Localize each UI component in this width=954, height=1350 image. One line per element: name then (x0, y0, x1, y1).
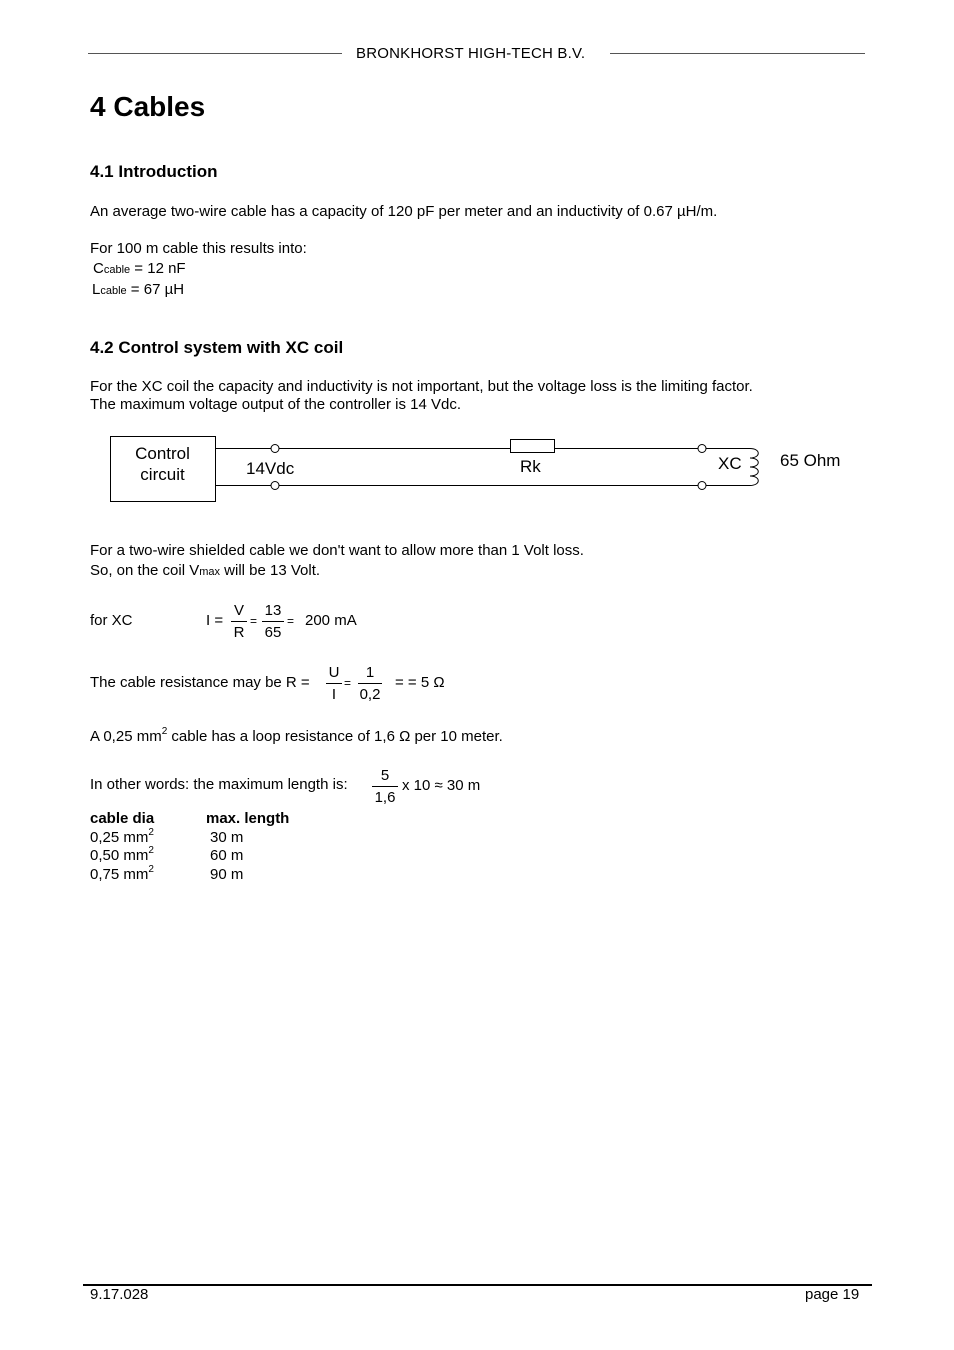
terminal-top-right (698, 445, 706, 453)
loop-resistance-text (90, 728, 503, 748)
header-rule-right (610, 53, 865, 54)
fraction-1-over-0-2 (358, 664, 382, 703)
cable-dia-cell: 0,25 mm (90, 829, 149, 846)
fraction-numerator: 13 (264, 602, 282, 619)
for-xc-label: for XC (90, 612, 133, 629)
max-length-cell: 30 m (210, 829, 244, 846)
footer-page-number: page 19 (805, 1286, 860, 1303)
loss-line2-end: will be 13 Volt. (220, 562, 321, 579)
fraction-denominator: 1,6 (374, 789, 396, 806)
resistance-result: = = 5 Ω (395, 674, 445, 691)
control-circuit-label (110, 443, 215, 485)
loss-line2 (90, 562, 320, 581)
vmax-subscript: max (199, 566, 221, 578)
fraction-numerator: 5 (380, 767, 390, 784)
table-row (90, 866, 154, 886)
mm-superscript: 2 (161, 726, 168, 737)
resistor-rk (511, 440, 555, 453)
current-equals: I = (206, 612, 224, 629)
loop-text-start: A 0,25 mm (90, 728, 162, 745)
cable-dia-cell: 0,75 mm (90, 866, 149, 883)
max-length-cell: 90 m (210, 866, 244, 883)
coil-value-label: 65 Ohm (780, 451, 841, 470)
xc-paragraph-line2: The maximum voltage output of the controller is 14 Vdc. (90, 396, 462, 413)
fraction-bar (231, 621, 247, 622)
terminal-bottom-right (698, 482, 706, 490)
max-length-text: In other words: the maximum length is: (90, 776, 348, 793)
capacity-subscript: cable (103, 264, 131, 276)
header-rule-left (88, 53, 342, 54)
mm-superscript: 2 (148, 827, 154, 838)
footer-rule (83, 1284, 872, 1286)
inductivity-formula (92, 281, 184, 300)
fraction-denominator: R (233, 624, 245, 641)
fraction-bar (326, 683, 342, 684)
fraction-v-over-r (231, 602, 247, 641)
inductivity-symbol: L (92, 281, 101, 298)
header-company: BRONKHORST HIGH-TECH B.V. (356, 45, 586, 62)
fraction-u-over-i (326, 664, 342, 703)
fraction-denominator: I (331, 686, 337, 703)
mm-superscript: 2 (148, 864, 154, 875)
table-row (90, 847, 154, 867)
capacity-formula (93, 260, 186, 279)
mm-superscript: 2 (148, 845, 154, 856)
max-length-cell: 60 m (210, 847, 244, 864)
table-header-max-length: max. length (206, 810, 290, 827)
chapter-title: 4 Cables (90, 91, 206, 122)
fraction-numerator: V (233, 602, 244, 619)
current-result: 200 mA (305, 612, 357, 629)
fraction-5-over-1-6 (372, 767, 398, 806)
coil-label: XC (718, 454, 742, 473)
equals-sign: = (344, 676, 352, 690)
loss-line1: For a two-wire shielded cable we don't want to allow more than 1 Volt loss. (90, 542, 584, 559)
intro-result-line: For 100 m cable this results into: (90, 240, 307, 257)
control-circuit-line2: circuit (140, 465, 185, 484)
fraction-denominator: 0,2 (359, 686, 381, 703)
cable-dia-cell: 0,50 mm (90, 847, 149, 864)
resistance-text: The cable resistance may be R = (90, 674, 310, 691)
fraction-13-over-65 (262, 602, 284, 641)
equals-sign: = (287, 614, 295, 628)
resistor-label: Rk (520, 457, 541, 476)
footer-document-number: 9.17.028 (90, 1286, 149, 1303)
section-heading-introduction: 4.1 Introduction (90, 162, 218, 181)
fraction-bar (372, 786, 398, 787)
fraction-numerator: 1 (365, 664, 375, 681)
terminal-top-left (271, 445, 279, 453)
control-circuit-line1: Control (135, 444, 190, 463)
intro-paragraph: An average two-wire cable has a capacity of 120 pF per meter and an inductivity of 0.67 µH/m. (90, 203, 718, 220)
fraction-bar (358, 683, 382, 684)
terminal-bottom-left (271, 482, 279, 490)
fraction-denominator: 65 (264, 624, 282, 641)
xc-coil (750, 449, 758, 486)
equals-sign: = (250, 614, 258, 628)
max-length-result: x 10 ≈ 30 m (402, 777, 481, 794)
capacity-symbol: C (93, 260, 104, 277)
inductivity-subscript: cable (100, 285, 127, 297)
section-heading-control-system: 4.2 Control system with XC coil (90, 338, 344, 357)
inductivity-value: = 67 µH (126, 281, 185, 298)
capacity-value: = 12 nF (130, 260, 186, 277)
fraction-bar (262, 621, 284, 622)
table-header-cable-dia: cable dia (90, 810, 155, 827)
fraction-numerator: U (328, 664, 340, 681)
loss-line2-start: So, on the coil V (90, 562, 200, 579)
table-row (90, 829, 154, 849)
xc-paragraph-line1: For the XC coil the capacity and inductivity is not important, but the voltage loss is the limiting factor. (90, 378, 753, 395)
voltage-label: 14Vdc (246, 459, 295, 478)
loop-text-end: cable has a loop resistance of 1,6 Ω per 10 meter. (167, 728, 503, 745)
